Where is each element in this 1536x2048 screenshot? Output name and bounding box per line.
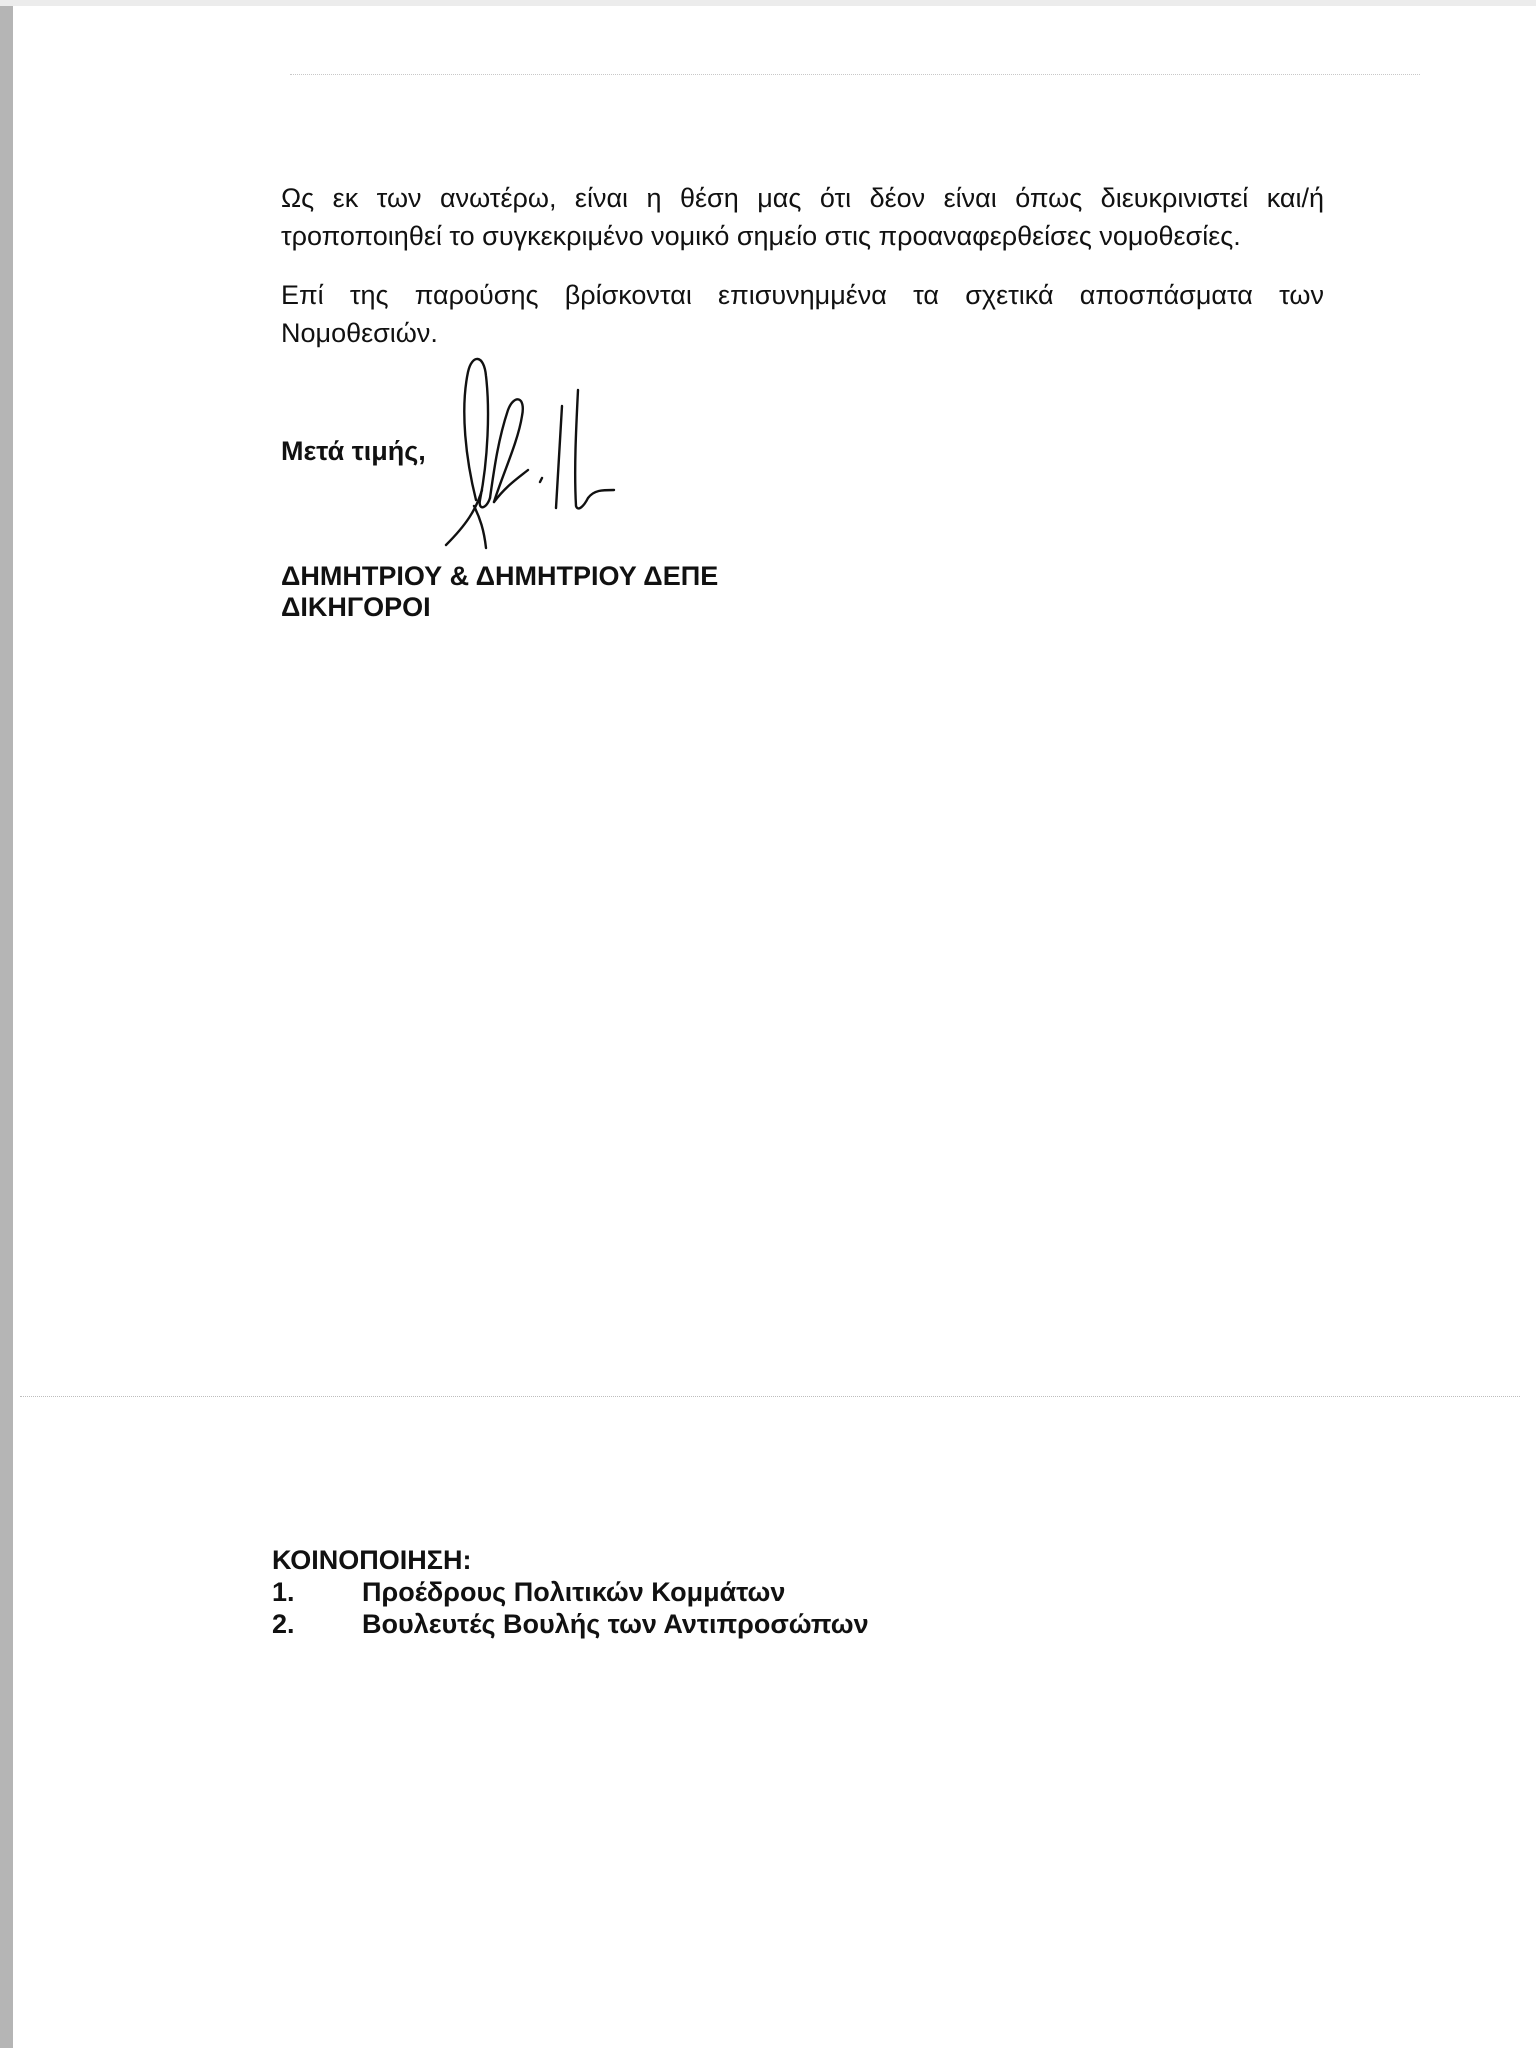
cc-item (272, 1576, 869, 1608)
scan-noise-line (290, 74, 1420, 75)
handwritten-signature (436, 350, 636, 555)
cc-item-number: 2. (272, 1609, 295, 1639)
scan-edge (0, 0, 13, 2048)
body-paragraph-1: Ως εκ των ανωτέρω, είναι η θέση μας ότι δέον είναι όπως διευκρινιστεί και/ή τροποποιηθεί το συγκεκριμένο νομικό σημείο στις προαναφερθείσες νομοθεσίες. (281, 183, 1324, 251)
firm-role: ΔΙΚΗΓΟΡΟΙ (281, 592, 431, 622)
cc-item (272, 1608, 869, 1640)
body-paragraph-2: Επί της παρούσης βρίσκονται επισυνημμένα τα σχετικά αποσπάσματα των Νομοθεσιών. (281, 280, 1324, 348)
cc-item-number: 1. (272, 1577, 295, 1607)
closing-salutation: Μετά τιμής, (281, 436, 426, 466)
scan-edge-top (0, 0, 1536, 6)
cc-title: ΚΟΙΝΟΠΟΙΗΣΗ: (272, 1545, 472, 1575)
scan-fold-line (20, 1396, 1520, 1397)
signatory-block (281, 561, 718, 623)
cc-item-text: Προέδρους Πολιτικών Κομμάτων (362, 1577, 786, 1607)
firm-name: ΔΗΜΗΤΡΙΟΥ & ΔΗΜΗΤΡΙΟΥ ΔΕΠΕ (281, 561, 719, 591)
cc-item-text: Βουλευτές Βουλής των Αντιπροσώπων (362, 1609, 869, 1639)
cc-block (272, 1544, 869, 1640)
